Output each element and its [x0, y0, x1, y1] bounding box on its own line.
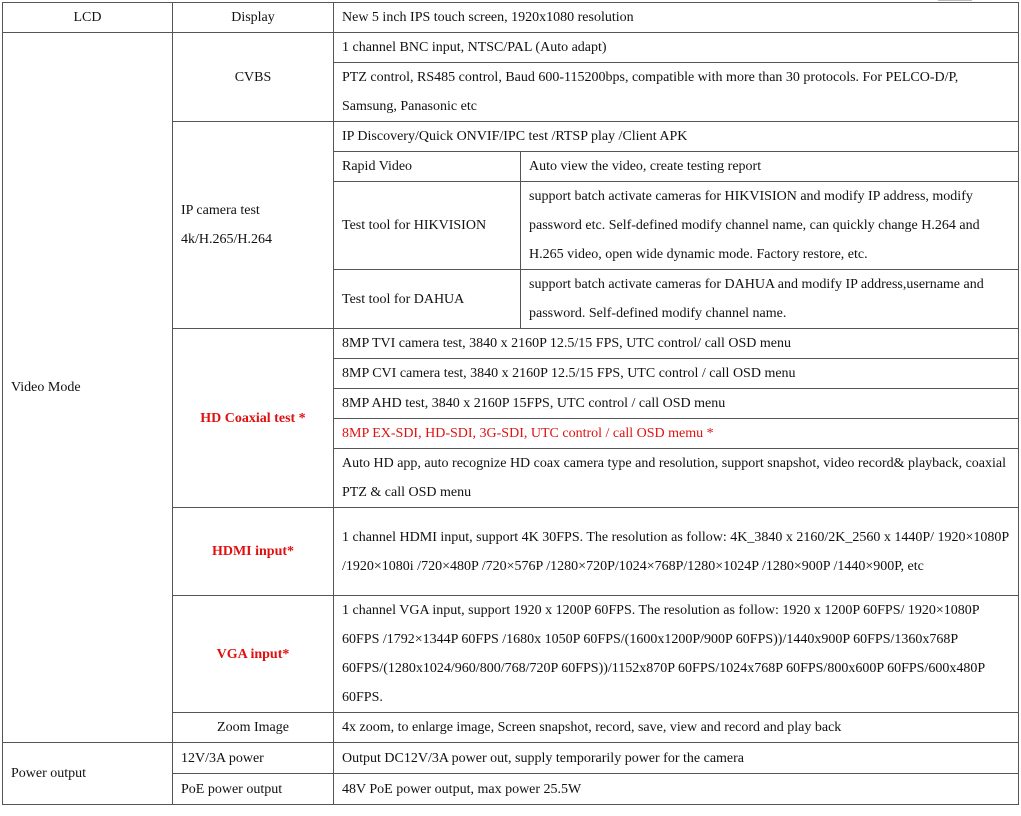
desc-hdmi: 1 channel HDMI input, support 4K 30FPS. The resolution as follow: 4K_3840 x 2160/2K_2560 x 1440P/ 1920×1080P /1920×1080i /720×480P /720×576P /1280×720P/1024×768P/1280×1024P /1280×900P /1440×900P, etc	[334, 508, 1019, 596]
feature-cvbs: CVBS	[173, 33, 334, 122]
category-video-mode: Video Mode	[3, 33, 173, 743]
table-row	[3, 33, 1019, 63]
table-row-lcd	[3, 3, 1019, 33]
desc-cvbs-ptz: PTZ control, RS485 control, Baud 600-115200bps, compatible with more than 30 protocols. For PELCO-D/P, Samsung, Panasonic etc	[334, 63, 1019, 122]
feature-ip-camera-test	[173, 122, 334, 329]
desc-ip-discovery: IP Discovery/Quick ONVIF/IPC test /RTSP play /Client APK	[334, 122, 1019, 152]
subfeature-dahua: Test tool for DAHUA	[334, 270, 521, 329]
desc-dahua: support batch activate cameras for DAHUA and modify IP address,username and password. Self-defined modify channel name.	[521, 270, 1019, 329]
desc-auto-hd: Auto HD app, auto recognize HD coax camera type and resolution, support snapshot, video record& playback, coaxial PTZ & call OSD menu	[334, 449, 1019, 508]
desc-poe-power: 48V PoE power output, max power 25.5W	[334, 774, 1019, 805]
desc-cvbs-input: 1 channel BNC input, NTSC/PAL (Auto adapt)	[334, 33, 1019, 63]
subfeature-hikvision: Test tool for HIKVISION	[334, 182, 521, 270]
top-edge-mark	[938, 0, 972, 1]
desc-tvi: 8MP TVI camera test, 3840 x 2160P 12.5/15 FPS, UTC control/ call OSD menu	[334, 329, 1019, 359]
desc-sdi: 8MP EX-SDI, HD-SDI, 3G-SDI, UTC control / call OSD memu *	[334, 419, 1019, 449]
spec-table	[2, 2, 1019, 805]
desc-vga: 1 channel VGA input, support 1920 x 1200P 60FPS. The resolution as follow: 1920 x 1200P 60FPS/ 1920×1080P 60FPS /1792×1344P 60FPS /1680x 1050P 60FPS/(1600x1200P/900P 60FPS))/1440x900P 60FPS/1360x768P 60FPS/(1280x1024/960/800/768/720P 60FPS))/1152x870P 60FPS/1024x768P 60FPS/800x600P 60FPS/600x480P 60FPS.	[334, 596, 1019, 713]
table-row	[3, 743, 1019, 774]
category-power-output: Power output	[3, 743, 173, 805]
desc-zoom: 4x zoom, to enlarge image, Screen snapshot, record, save, view and record and play back	[334, 713, 1019, 743]
ip-camera-label: IP camera test	[181, 203, 260, 218]
feature-vga-input: VGA input*	[173, 596, 334, 713]
feature-12v-power: 12V/3A power	[173, 743, 334, 774]
feature-zoom-image: Zoom Image	[173, 713, 334, 743]
category-lcd: LCD	[3, 3, 173, 33]
ip-camera-sublabel: 4k/H.265/H.264	[181, 232, 272, 247]
subfeature-rapid-video: Rapid Video	[334, 152, 521, 182]
feature-hdmi-input: HDMI input*	[173, 508, 334, 596]
desc-cvi: 8MP CVI camera test, 3840 x 2160P 12.5/15 FPS, UTC control / call OSD menu	[334, 359, 1019, 389]
desc-display: New 5 inch IPS touch screen, 1920x1080 resolution	[334, 3, 1019, 33]
desc-rapid-video: Auto view the video, create testing report	[521, 152, 1019, 182]
desc-ahd: 8MP AHD test, 3840 x 2160P 15FPS, UTC control / call OSD menu	[334, 389, 1019, 419]
feature-poe-power: PoE power output	[173, 774, 334, 805]
desc-12v-power: Output DC12V/3A power out, supply temporarily power for the camera	[334, 743, 1019, 774]
desc-hikvision: support batch activate cameras for HIKVISION and modify IP address, modify password etc. Self-defined modify channel name, can quickly change H.264 and H.265 video, open wide dynamic mode. Factory restore, etc.	[521, 182, 1019, 270]
feature-display: Display	[173, 3, 334, 33]
feature-hd-coaxial: HD Coaxial test *	[173, 329, 334, 508]
